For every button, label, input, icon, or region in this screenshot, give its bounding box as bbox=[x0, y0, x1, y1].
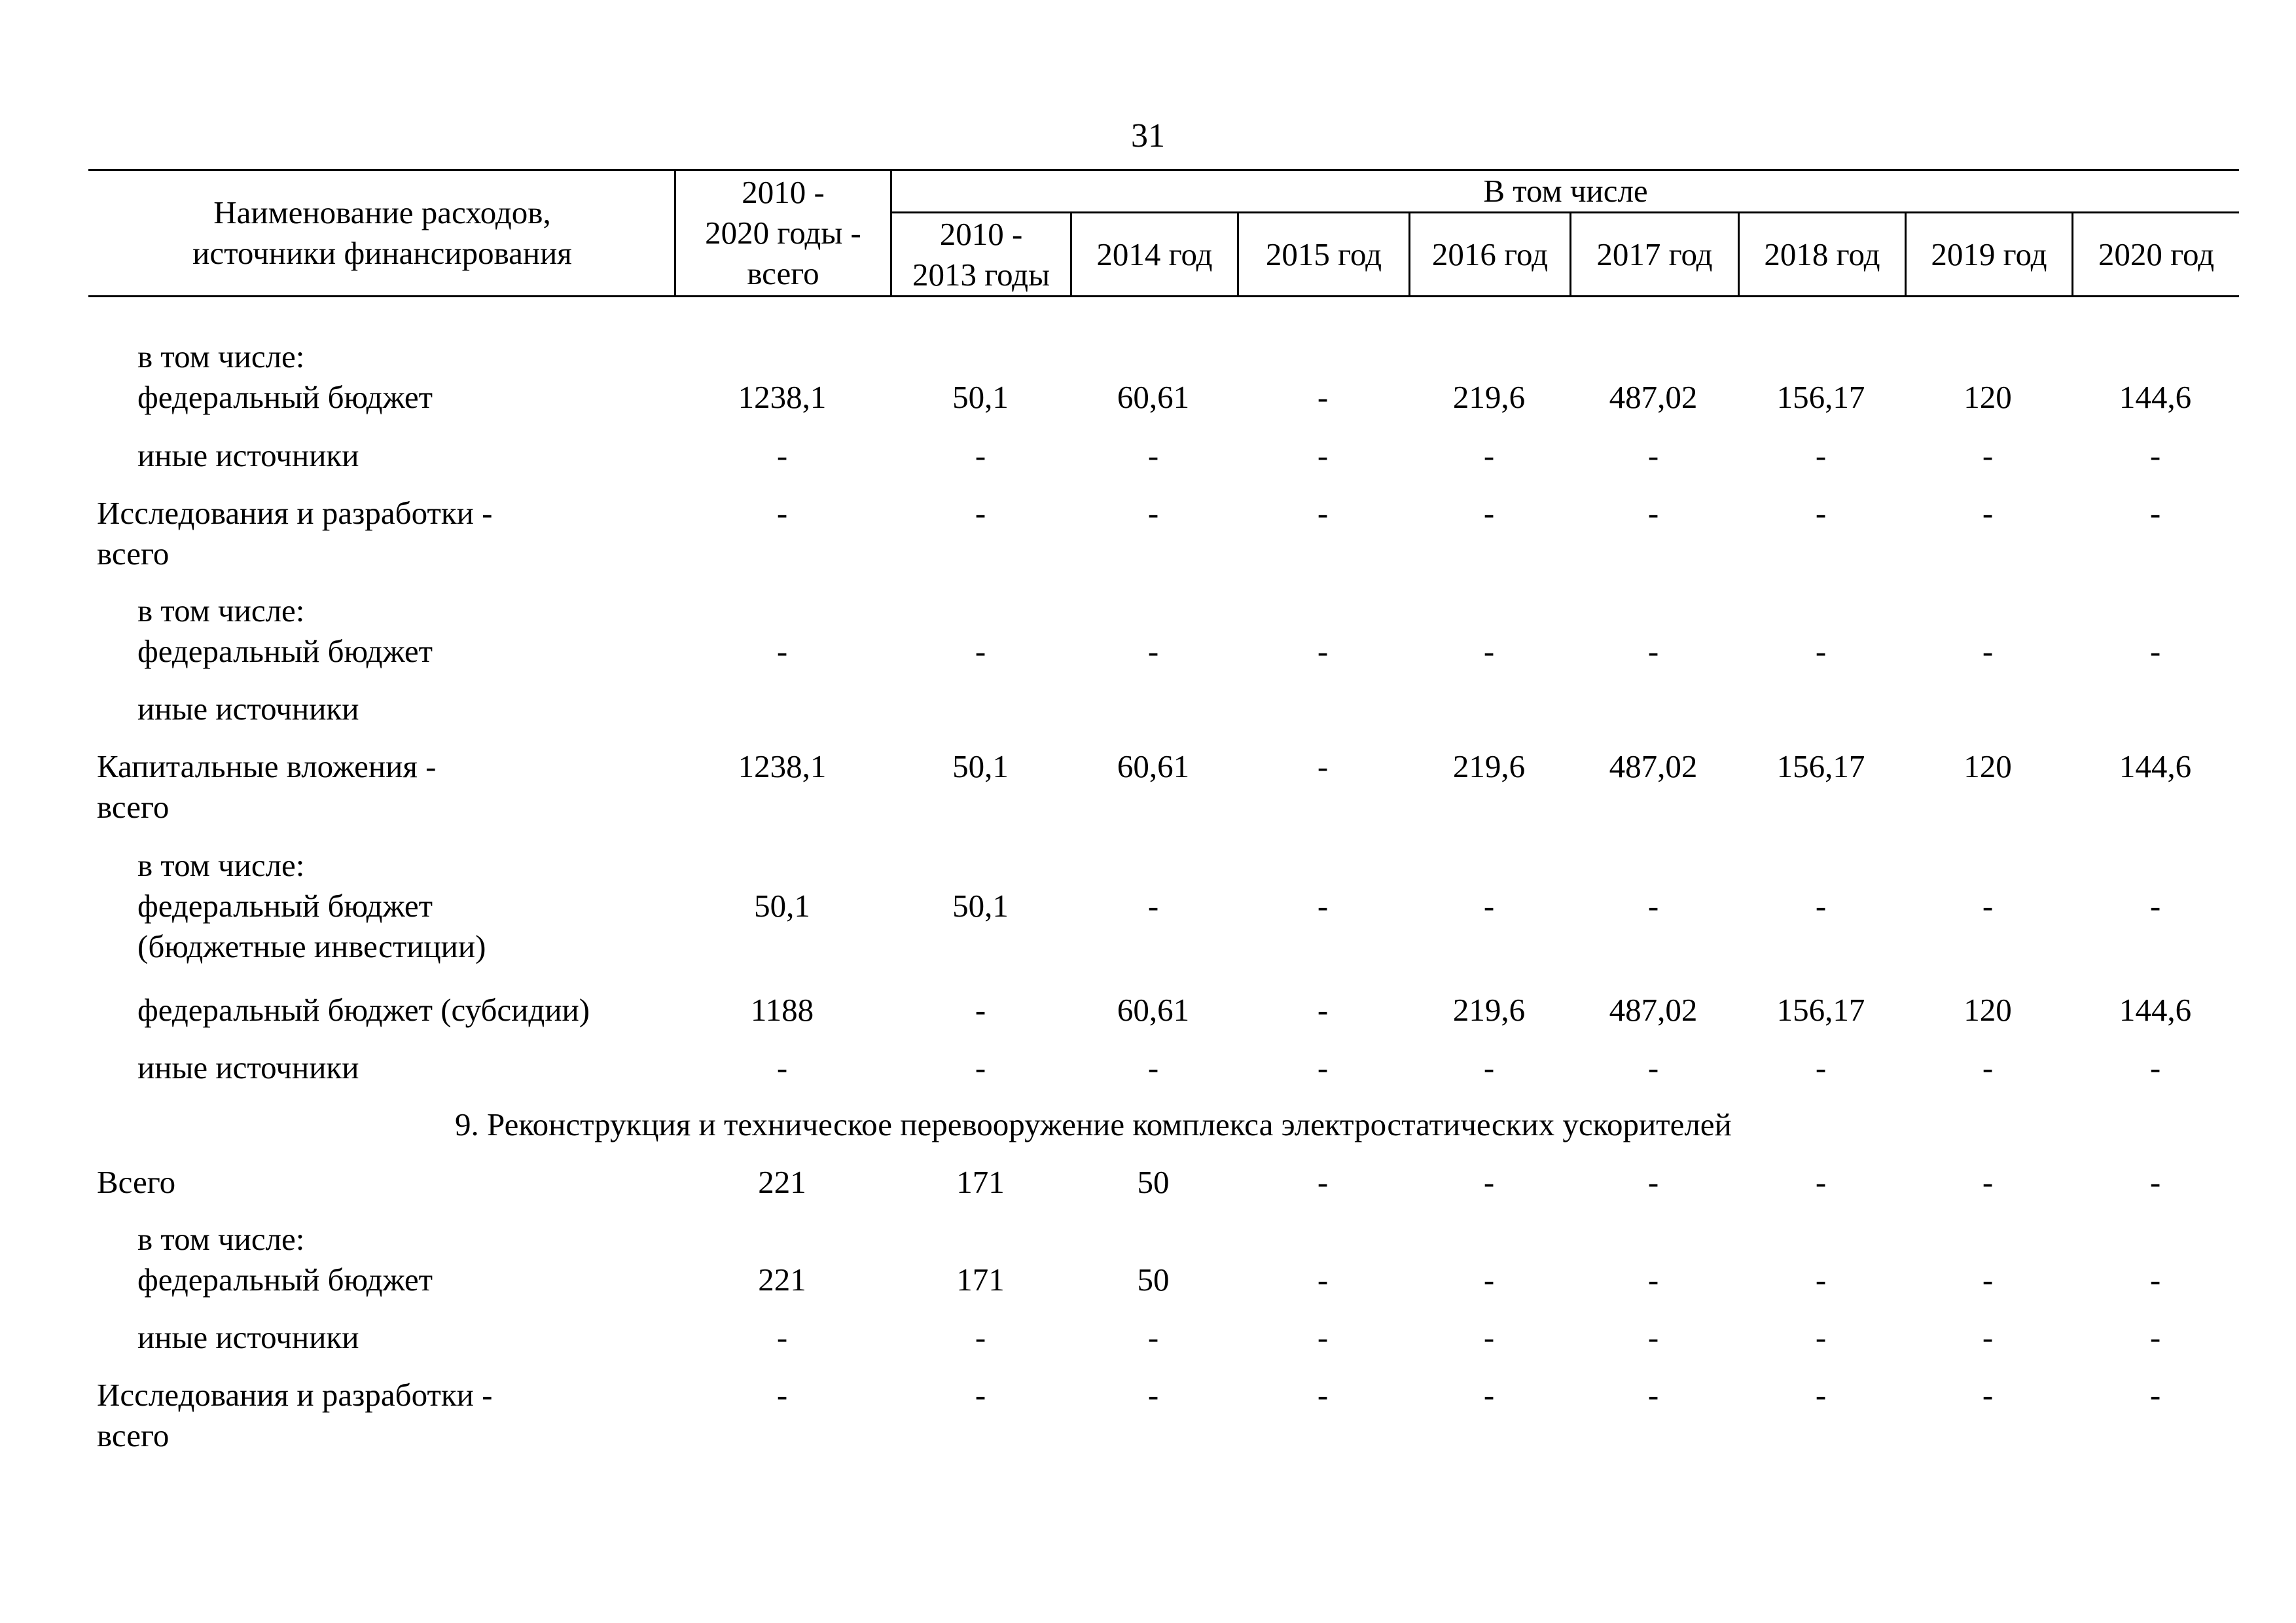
cell-value: - bbox=[1317, 1319, 1329, 1355]
cell-value: - bbox=[1317, 888, 1329, 924]
cell-value: 60,61 bbox=[1117, 379, 1190, 415]
cell-value: 144,6 bbox=[2119, 379, 2192, 415]
cell-value: - bbox=[1147, 1049, 1159, 1085]
cell-value: - bbox=[975, 437, 986, 473]
cell-value: - bbox=[1815, 1377, 1827, 1413]
cell-value: - bbox=[1982, 437, 1994, 473]
cell-value: 50,1 bbox=[754, 888, 810, 924]
row-label: Всего bbox=[97, 1164, 176, 1200]
header-year-column: 2018 год bbox=[1764, 236, 1880, 272]
cell-value: - bbox=[1317, 1377, 1329, 1413]
cell-value: - bbox=[1815, 1319, 1827, 1355]
cell-value: - bbox=[1483, 1262, 1495, 1298]
cell-value: - bbox=[1647, 888, 1659, 924]
cell-value: - bbox=[1483, 888, 1495, 924]
cell-value: - bbox=[2149, 1164, 2161, 1200]
cell-value: 171 bbox=[956, 1262, 1005, 1298]
cell-value: 120 bbox=[1964, 379, 2012, 415]
cell-value: - bbox=[1647, 633, 1659, 669]
cell-value: 1188 bbox=[750, 992, 814, 1028]
cell-value: 219,6 bbox=[1452, 748, 1526, 784]
cell-value: - bbox=[1982, 495, 1994, 531]
cell-value: 156,17 bbox=[1776, 379, 1865, 415]
cell-value: - bbox=[2149, 437, 2161, 473]
cell-value: - bbox=[2149, 1319, 2161, 1355]
cell-value: - bbox=[1317, 437, 1329, 473]
header-year-column: 2017 год bbox=[1596, 236, 1713, 272]
cell-value: - bbox=[776, 1049, 788, 1085]
row-label: Исследования и разработки - всего bbox=[97, 495, 493, 572]
cell-value: - bbox=[1815, 1262, 1827, 1298]
row-label: в том числе: федеральный бюджет bbox=[137, 593, 433, 669]
cell-value: - bbox=[1647, 1262, 1659, 1298]
cell-value: 1238,1 bbox=[738, 379, 827, 415]
cell-value: 60,61 bbox=[1117, 748, 1190, 784]
row-label: в том числе: федеральный бюджет bbox=[137, 338, 433, 415]
row-label: федеральный бюджет (субсидии) bbox=[137, 992, 590, 1028]
cell-value: - bbox=[1647, 1049, 1659, 1085]
cell-value: 120 bbox=[1964, 992, 2012, 1028]
header-name-column: Наименование расходов, источники финансирования bbox=[192, 194, 572, 271]
cell-value: - bbox=[1815, 1164, 1827, 1200]
cell-value: - bbox=[1147, 633, 1159, 669]
cell-value: - bbox=[2149, 1049, 2161, 1085]
cell-value: - bbox=[1483, 495, 1495, 531]
row-label: Исследования и разработки - всего bbox=[97, 1377, 493, 1453]
cell-value: 487,02 bbox=[1609, 379, 1698, 415]
header-year-column: 2015 год bbox=[1265, 236, 1382, 272]
cell-value: - bbox=[1815, 888, 1827, 924]
cell-value: - bbox=[1317, 379, 1329, 415]
cell-value: 50,1 bbox=[952, 888, 1009, 924]
cell-value: - bbox=[1982, 633, 1994, 669]
cell-value: - bbox=[1317, 992, 1329, 1028]
cell-value: - bbox=[1647, 1319, 1659, 1355]
cell-value: - bbox=[2149, 1377, 2161, 1413]
cell-value: - bbox=[975, 1377, 986, 1413]
cell-value: 221 bbox=[758, 1164, 806, 1200]
cell-value: 50 bbox=[1137, 1164, 1170, 1200]
cell-value: - bbox=[1982, 1164, 1994, 1200]
cell-value: - bbox=[1982, 1262, 1994, 1298]
cell-value: - bbox=[1647, 495, 1659, 531]
cell-value: 487,02 bbox=[1609, 992, 1698, 1028]
cell-value: - bbox=[1815, 437, 1827, 473]
cell-value: - bbox=[1317, 748, 1329, 784]
cell-value: - bbox=[975, 1319, 986, 1355]
cell-value: - bbox=[1647, 1377, 1659, 1413]
cell-value: - bbox=[776, 1319, 788, 1355]
cell-value: - bbox=[1317, 633, 1329, 669]
cell-value: 50 bbox=[1137, 1262, 1170, 1298]
cell-value: - bbox=[776, 1377, 788, 1413]
cell-value: 487,02 bbox=[1609, 748, 1698, 784]
row-label: иные источники bbox=[137, 691, 359, 727]
cell-value: 171 bbox=[956, 1164, 1005, 1200]
cell-value: - bbox=[2149, 495, 2161, 531]
cell-value: 50,1 bbox=[952, 748, 1009, 784]
cell-value: 60,61 bbox=[1117, 992, 1190, 1028]
cell-value: - bbox=[1982, 888, 1994, 924]
cell-value: 50,1 bbox=[952, 379, 1009, 415]
cell-value: - bbox=[975, 633, 986, 669]
cell-value: - bbox=[1147, 1319, 1159, 1355]
cell-value: 219,6 bbox=[1452, 379, 1526, 415]
cell-value: - bbox=[1647, 437, 1659, 473]
cell-value: 1238,1 bbox=[738, 748, 827, 784]
cell-value: 144,6 bbox=[2119, 992, 2192, 1028]
cell-value: - bbox=[1483, 633, 1495, 669]
header-total-column: 2010 - 2020 годы - всего bbox=[705, 174, 861, 291]
row-label: в том числе: федеральный бюджет (бюджетные инвестиции) bbox=[137, 847, 486, 964]
header-year-column: 2016 год bbox=[1431, 236, 1549, 272]
header-year-column: 2020 год bbox=[2098, 236, 2215, 272]
cell-value: - bbox=[1483, 1377, 1495, 1413]
cell-value: 219,6 bbox=[1452, 992, 1526, 1028]
cell-value: - bbox=[2149, 888, 2161, 924]
header-year-column: 2014 год bbox=[1096, 236, 1213, 272]
header-year-column: 2010 - 2013 годы bbox=[912, 215, 1050, 293]
row-label: Капитальные вложения - всего bbox=[97, 748, 437, 825]
cell-value: 156,17 bbox=[1776, 748, 1865, 784]
cell-value: - bbox=[1815, 633, 1827, 669]
header-bottom-border bbox=[88, 295, 2239, 297]
header-including: В том числе bbox=[1483, 173, 1648, 209]
cell-value: - bbox=[1483, 437, 1495, 473]
cell-value: - bbox=[2149, 1262, 2161, 1298]
cell-value: - bbox=[1982, 1049, 1994, 1085]
cell-value: - bbox=[975, 1049, 986, 1085]
cell-value: - bbox=[1647, 1164, 1659, 1200]
cell-value: - bbox=[1317, 495, 1329, 531]
cell-value: - bbox=[975, 992, 986, 1028]
cell-value: - bbox=[1982, 1377, 1994, 1413]
cell-value: - bbox=[776, 495, 788, 531]
cell-value: - bbox=[1317, 1164, 1329, 1200]
cell-value: - bbox=[1483, 1319, 1495, 1355]
row-label: иные источники bbox=[137, 1319, 359, 1355]
cell-value: - bbox=[1147, 495, 1159, 531]
cell-value: - bbox=[1483, 1049, 1495, 1085]
cell-value: - bbox=[1147, 437, 1159, 473]
cell-value: - bbox=[1317, 1049, 1329, 1085]
header-year-column: 2019 год bbox=[1931, 236, 2047, 272]
row-label: иные источники bbox=[137, 1049, 359, 1085]
cell-value: - bbox=[1483, 1164, 1495, 1200]
cell-value: 120 bbox=[1964, 748, 2012, 784]
cell-value: 221 bbox=[758, 1262, 806, 1298]
cell-value: - bbox=[776, 437, 788, 473]
cell-value: - bbox=[1815, 495, 1827, 531]
cell-value: 144,6 bbox=[2119, 748, 2192, 784]
page-number: 31 bbox=[1131, 117, 1165, 155]
section-title: 9. Реконструкция и техническое перевооружение комплекса электростатических ускорителей bbox=[455, 1106, 1732, 1142]
cell-value: - bbox=[1147, 1377, 1159, 1413]
cell-value: - bbox=[975, 495, 986, 531]
cell-value: 156,17 bbox=[1776, 992, 1865, 1028]
cell-value: - bbox=[1815, 1049, 1827, 1085]
row-label: в том числе: федеральный бюджет bbox=[137, 1221, 433, 1298]
cell-value: - bbox=[776, 633, 788, 669]
cell-value: - bbox=[2149, 633, 2161, 669]
row-label: иные источники bbox=[137, 437, 359, 473]
cell-value: - bbox=[1147, 888, 1159, 924]
cell-value: - bbox=[1982, 1319, 1994, 1355]
cell-value: - bbox=[1317, 1262, 1329, 1298]
